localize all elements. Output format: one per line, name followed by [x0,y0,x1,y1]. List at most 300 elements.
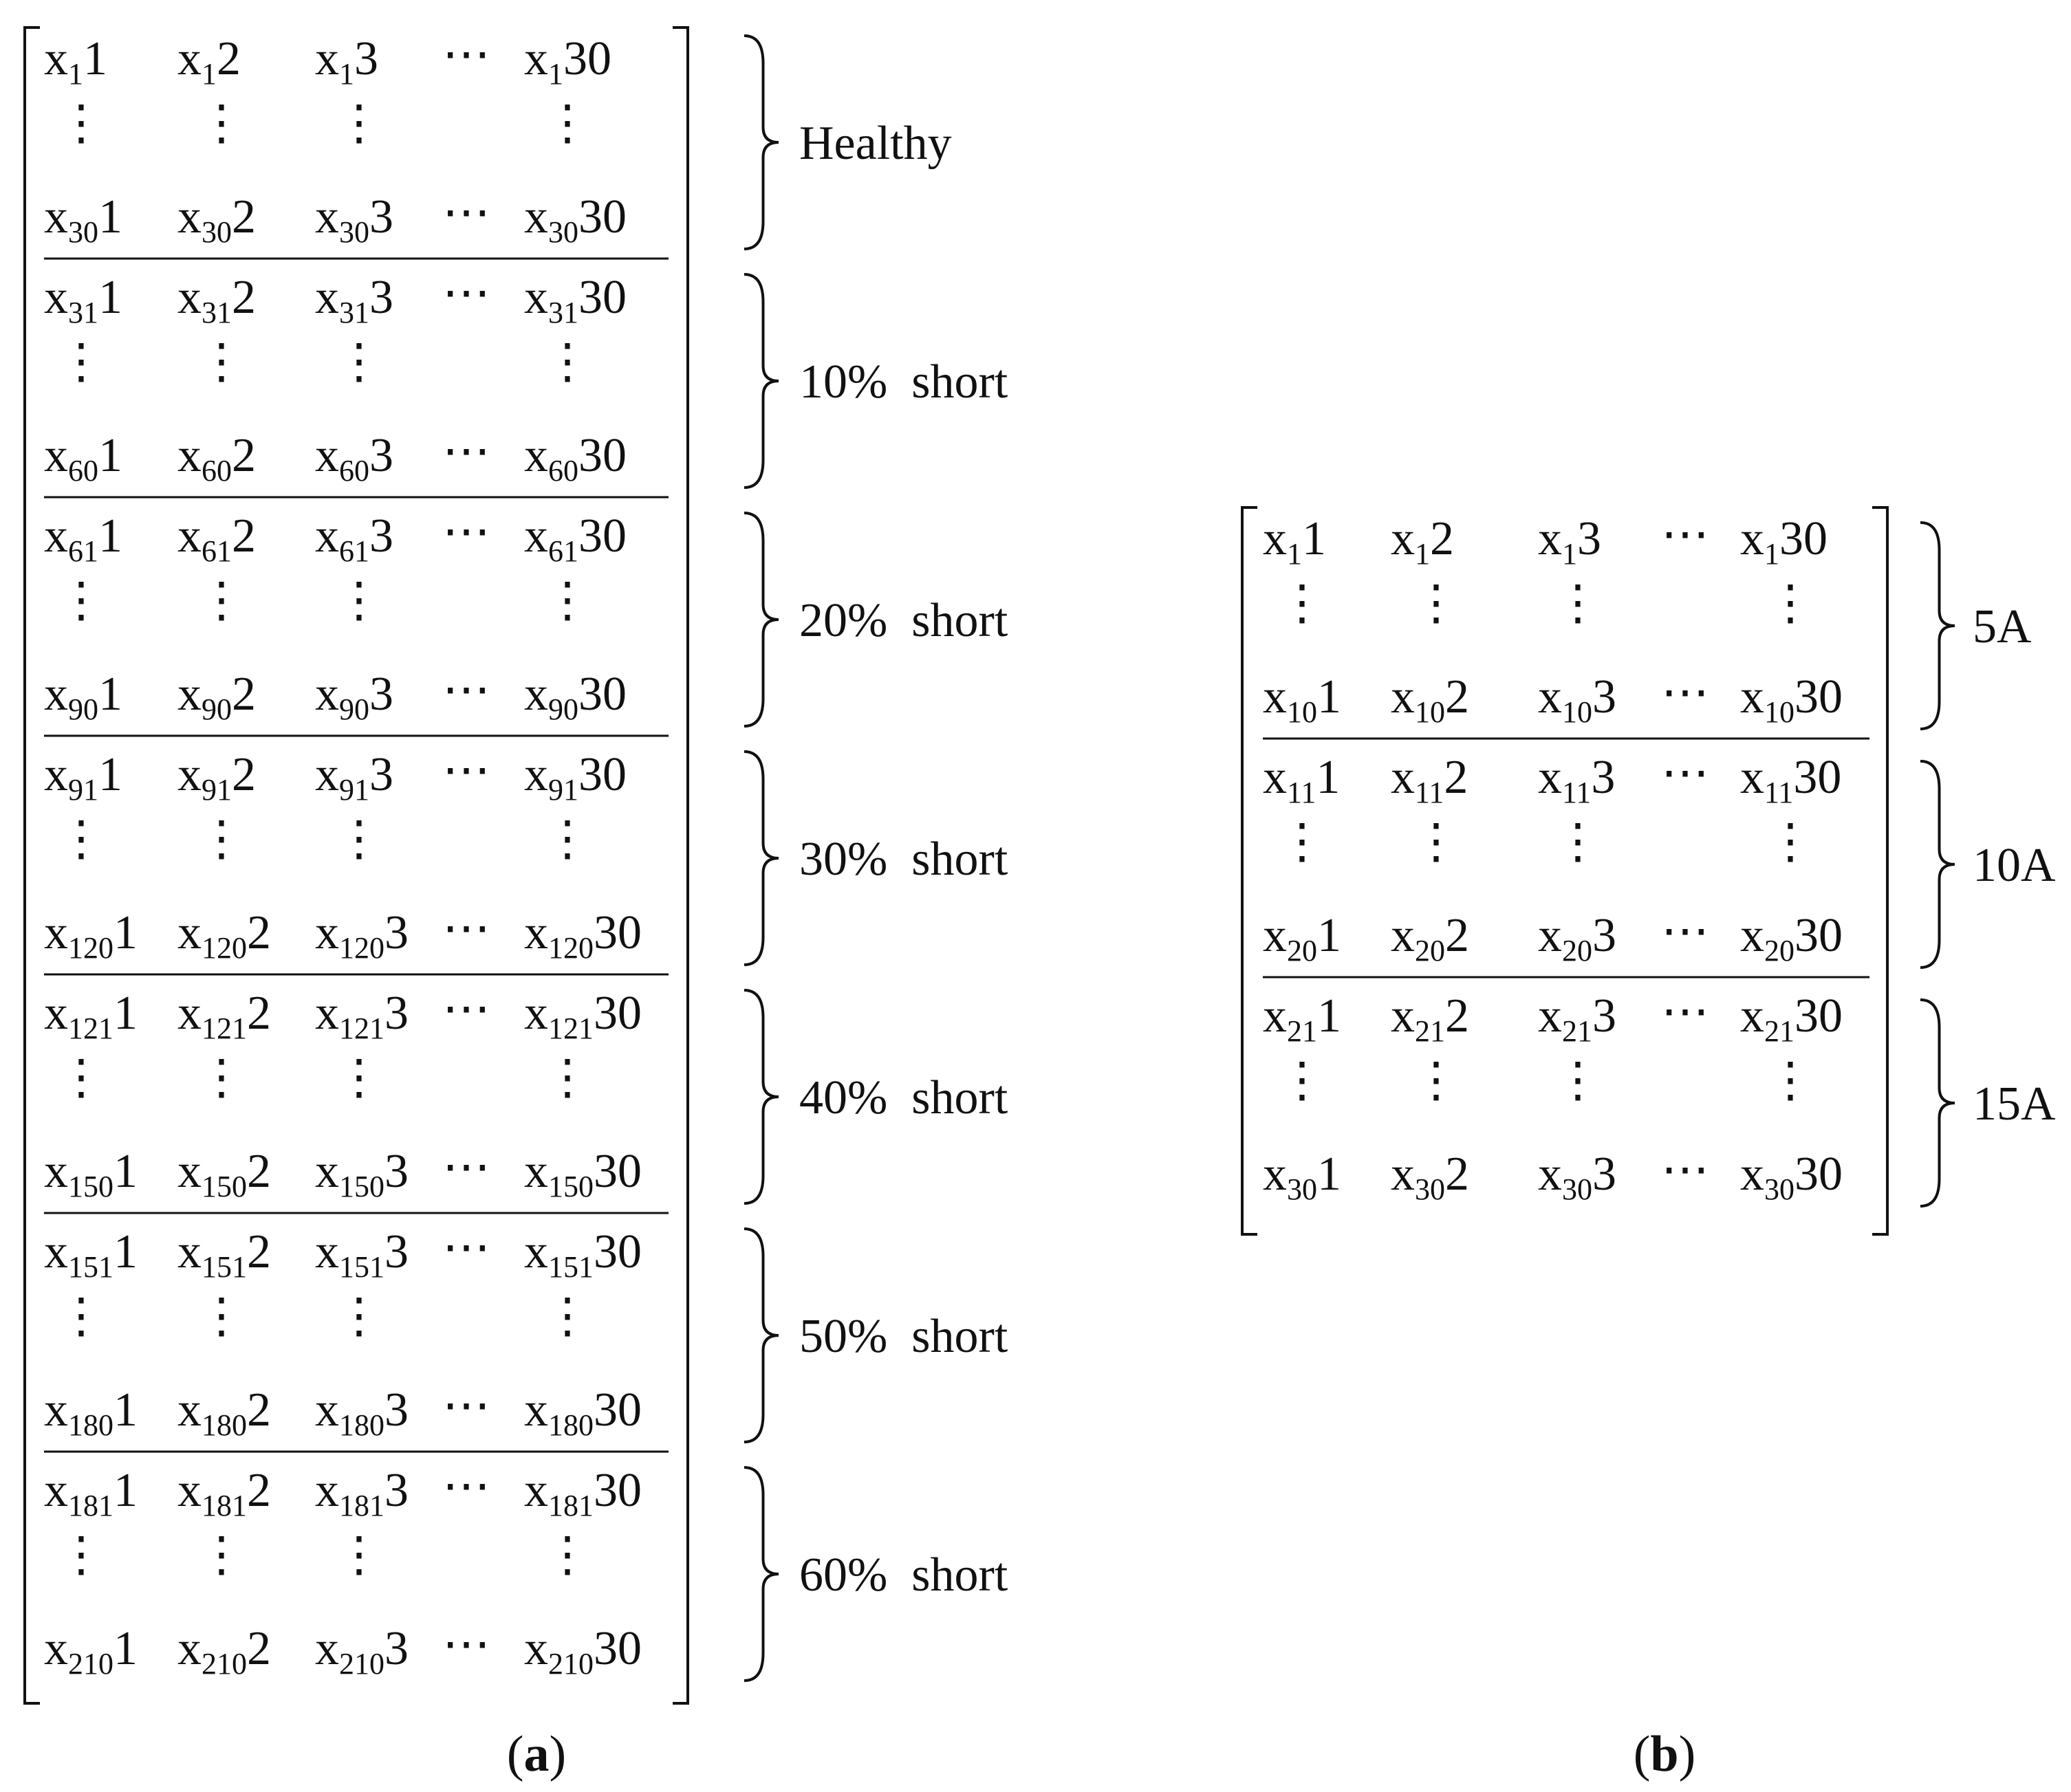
element-column-index: 2 [1445,1148,1469,1201]
element-symbol: x [315,1384,339,1436]
matrix-element [1538,909,1616,968]
element-row-index: 210 [68,1647,113,1681]
element-row-index: 121 [548,1012,594,1045]
matrix-element [177,190,256,249]
element-symbol: x [524,271,548,324]
group-label: 40% short [799,1071,1008,1124]
group-label: 30% short [799,833,1008,886]
matrix-element [177,510,256,568]
element-row-index: 91 [202,773,232,807]
element-symbol: x [177,1225,202,1278]
horizontal-ellipsis: ⋯ [442,267,490,320]
element-column-index: 3 [1592,909,1616,962]
element-symbol: x [524,987,548,1040]
matrix-element [1263,1148,1341,1206]
matrix-element [44,748,122,807]
element-row-index: 21 [1764,1014,1794,1048]
element-row-index: 61 [339,534,369,568]
vertical-ellipsis: ⋮ [57,1529,105,1582]
element-column-index: 1 [1316,751,1341,804]
element-symbol: x [315,190,339,243]
horizontal-ellipsis: ⋯ [442,1379,490,1432]
vertical-ellipsis: ⋮ [197,1051,246,1104]
element-symbol: x [1263,1148,1287,1201]
matrix-element [44,1384,138,1442]
group-label: 50% short [799,1310,1008,1363]
element-symbol: x [1263,990,1287,1042]
element-column-index: 2 [232,668,256,721]
element-row-index: 91 [339,773,369,807]
element-column-index: 30 [578,429,627,482]
element-column-index: 2 [232,190,256,243]
element-symbol: x [44,1384,68,1436]
matrix-element [1391,751,1468,809]
group-label: 15A [1973,1078,2056,1130]
element-column-index: 30 [594,1384,642,1436]
element-symbol: x [1740,751,1764,804]
element-column-index: 3 [384,987,409,1040]
vertical-ellipsis: ⋮ [57,813,105,866]
element-symbol: x [315,1145,339,1198]
vertical-ellipsis: ⋮ [335,97,383,150]
element-row-index: 30 [548,215,578,249]
vertical-ellipsis: ⋮ [197,1290,246,1343]
element-symbol: x [1391,909,1415,962]
panel-label-a-close-paren: ) [549,1726,567,1782]
element-symbol: x [315,1225,339,1278]
element-column-index: 3 [384,1225,409,1278]
vertical-ellipsis: ⋮ [57,97,105,150]
element-row-index: 90 [339,692,369,726]
panel-label-a [507,1726,566,1782]
element-column-index: 3 [369,429,393,482]
element-symbol: x [44,429,68,482]
matrix-element [177,906,271,965]
matrix-a [25,28,1008,1703]
element-column-index: 30 [578,510,627,562]
element-row-index: 210 [202,1647,247,1681]
element-column-index: 30 [563,32,611,85]
vertical-ellipsis: ⋮ [1554,1054,1602,1107]
element-symbol: x [524,1225,548,1278]
element-symbol: x [44,906,68,959]
element-column-index: 30 [594,1622,642,1675]
element-row-index: 121 [68,1012,113,1045]
element-symbol: x [177,1622,202,1675]
element-symbol: x [177,906,202,959]
vertical-ellipsis: ⋮ [1766,577,1814,630]
element-row-index: 11 [1287,776,1316,809]
element-symbol: x [524,510,548,562]
element-row-index: 30 [339,215,369,249]
element-column-index: 1 [113,1145,138,1198]
vertical-ellipsis: ⋮ [57,574,105,627]
matrix-element [177,429,256,488]
element-column-index: 1 [1317,909,1341,962]
element-row-index: 1 [1415,537,1430,571]
horizontal-ellipsis: ⋯ [442,902,490,955]
element-symbol: x [1538,751,1562,804]
element-symbol: x [1740,670,1764,723]
horizontal-ellipsis: ⋯ [1661,1144,1709,1197]
element-symbol: x [1263,512,1287,565]
horizontal-ellipsis: ⋯ [442,1221,490,1274]
element-column-index: 2 [1445,670,1469,723]
matrix-element [315,1464,409,1522]
element-symbol: x [524,32,548,85]
matrix-element [177,1145,271,1203]
element-column-index: 2 [247,1145,271,1198]
element-column-index: 3 [369,271,393,324]
element-column-index: 2 [232,271,256,324]
matrix-left-bracket [1242,507,1257,1234]
element-symbol: x [315,271,339,324]
group-label: 10% short [799,356,1008,408]
element-column-index: 30 [1794,990,1843,1042]
horizontal-ellipsis: ⋯ [442,1141,490,1194]
matrix-element [44,987,138,1045]
element-column-index: 3 [384,1464,409,1517]
element-symbol: x [1740,512,1764,565]
matrix-element [315,906,409,965]
vertical-ellipsis: ⋮ [1278,1054,1326,1107]
vertical-ellipsis: ⋮ [197,97,246,150]
element-row-index: 31 [548,296,578,329]
horizontal-ellipsis: ⋯ [1661,985,1709,1038]
element-column-index: 2 [247,1622,271,1675]
element-row-index: 11 [1415,776,1444,809]
element-column-index: 3 [369,668,393,721]
element-row-index: 120 [68,931,113,965]
element-row-index: 31 [68,296,98,329]
element-column-index: 3 [369,190,393,243]
element-column-index: 3 [1592,670,1616,723]
vertical-ellipsis: ⋮ [543,97,592,150]
matrix-element [177,1384,271,1442]
group-brace [1920,1000,1955,1206]
element-column-index: 30 [1794,909,1843,962]
matrix-element [1391,909,1469,968]
vertical-ellipsis: ⋮ [1278,577,1326,630]
matrix-element [1740,990,1843,1048]
element-column-index: 2 [1430,512,1454,565]
matrix-element [1263,670,1341,729]
matrix-element [1538,1148,1616,1206]
matrix-element [1391,670,1469,729]
matrix-element [315,32,378,91]
matrix-element [44,190,122,249]
matrix-element [1263,751,1340,809]
matrix-element [1538,670,1616,729]
element-column-index: 2 [232,429,256,482]
element-symbol: x [524,748,548,801]
matrix-element [524,906,642,965]
element-symbol: x [1391,670,1415,723]
matrix-element [315,510,393,568]
matrix-element [1263,512,1326,571]
group-brace [744,274,779,488]
element-row-index: 10 [1415,695,1445,729]
element-symbol: x [524,668,548,721]
element-column-index: 2 [1445,990,1469,1042]
vertical-ellipsis: ⋮ [543,1529,592,1582]
element-row-index: 150 [548,1170,594,1203]
element-column-index: 1 [98,510,122,562]
element-symbol: x [44,1464,68,1517]
matrix-element [315,1145,409,1203]
element-column-index: 30 [578,190,627,243]
element-column-index: 30 [1779,512,1828,565]
matrix-element [524,510,627,568]
element-column-index: 30 [594,1145,642,1198]
matrix-element [315,748,393,807]
element-symbol: x [1263,670,1287,723]
matrix-element [524,748,627,807]
element-symbol: x [177,429,202,482]
panel-label-a-letter: a [523,1726,550,1782]
matrix-element [1538,512,1601,571]
vertical-ellipsis: ⋮ [57,1290,105,1343]
vertical-ellipsis: ⋮ [57,1051,105,1104]
matrix-element [315,1225,409,1284]
matrix-element [524,987,642,1045]
element-column-index: 1 [113,987,138,1040]
element-symbol: x [177,1384,202,1436]
matrix-element [44,1225,138,1284]
element-symbol: x [524,1464,548,1517]
matrix-element [177,987,271,1045]
element-symbol: x [177,1464,202,1517]
element-column-index: 30 [578,668,627,721]
panel-label-b-open-paren: ( [1633,1726,1651,1782]
element-column-index: 3 [384,1622,409,1675]
element-column-index: 3 [384,1384,409,1436]
element-symbol: x [44,1622,68,1675]
element-column-index: 1 [1317,670,1341,723]
element-row-index: 90 [202,692,232,726]
element-column-index: 3 [1592,1148,1616,1201]
element-row-index: 181 [202,1489,247,1522]
element-row-index: 151 [548,1250,594,1284]
element-row-index: 30 [1764,1172,1794,1206]
element-row-index: 21 [1562,1014,1592,1048]
group-label: 20% short [799,594,1008,647]
element-row-index: 21 [1287,1014,1317,1048]
element-column-index: 3 [384,906,409,959]
group-label: 5A [1973,600,2032,653]
element-column-index: 30 [1794,670,1843,723]
element-row-index: 30 [1415,1172,1445,1206]
horizontal-ellipsis: ⋯ [1661,747,1709,800]
matrix-element [1391,1148,1469,1206]
matrix-element [177,32,241,91]
element-row-index: 180 [202,1408,247,1442]
element-symbol: x [44,748,68,801]
element-symbol: x [524,190,548,243]
element-column-index: 1 [113,1384,138,1436]
element-row-index: 1 [202,57,217,91]
element-column-index: 30 [594,987,642,1040]
matrix-element [315,429,393,488]
horizontal-ellipsis: ⋯ [442,28,490,81]
element-row-index: 121 [202,1012,247,1045]
matrix-element [177,1622,271,1681]
element-row-index: 1 [548,57,563,91]
vertical-ellipsis: ⋮ [335,1290,383,1343]
group-label: Healthy [799,117,952,170]
element-column-index: 1 [98,271,122,324]
element-symbol: x [315,1464,339,1517]
matrix-element [44,1145,138,1203]
horizontal-ellipsis: ⋯ [442,186,490,239]
element-row-index: 150 [68,1170,113,1203]
element-column-index: 30 [1794,1148,1843,1201]
element-column-index: 1 [98,668,122,721]
element-row-index: 181 [68,1489,113,1522]
element-symbol: x [315,510,339,562]
matrix-element [177,1464,271,1522]
element-row-index: 61 [202,534,232,568]
element-symbol: x [1391,1148,1415,1201]
element-symbol: x [177,190,202,243]
element-symbol: x [524,906,548,959]
element-symbol: x [177,271,202,324]
matrix-element [177,271,256,329]
element-row-index: 21 [1415,1014,1445,1048]
vertical-ellipsis: ⋮ [543,336,592,389]
element-symbol: x [315,748,339,801]
matrix-element [1391,512,1454,571]
element-symbol: x [315,1622,339,1675]
element-row-index: 121 [339,1012,384,1045]
panel-label-a-open-paren: ( [506,1726,524,1782]
vertical-ellipsis: ⋮ [543,574,592,627]
matrix-left-bracket [25,28,40,1703]
matrix-element [1391,990,1469,1048]
element-symbol: x [177,987,202,1040]
element-symbol: x [315,987,339,1040]
vertical-ellipsis: ⋮ [197,336,246,389]
element-column-index: 1 [1317,1148,1341,1201]
vertical-ellipsis: ⋮ [335,813,383,866]
matrix-element [315,190,393,249]
panel-label-b-close-paren: ) [1678,1726,1696,1782]
element-symbol: x [177,510,202,562]
matrix-element [1740,751,1841,809]
element-row-index: 90 [548,692,578,726]
element-column-index: 30 [578,271,627,324]
element-column-index: 1 [98,429,122,482]
vertical-ellipsis: ⋮ [1766,1054,1814,1107]
element-column-index: 2 [247,906,271,959]
element-symbol: x [524,1145,548,1198]
element-row-index: 31 [339,296,369,329]
horizontal-ellipsis: ⋯ [442,664,490,717]
element-row-index: 30 [68,215,98,249]
vertical-ellipsis: ⋮ [1412,577,1460,630]
element-symbol: x [44,668,68,721]
matrix-element [524,1384,642,1442]
element-row-index: 1 [68,57,83,91]
element-row-index: 10 [1562,695,1592,729]
horizontal-ellipsis: ⋯ [1661,905,1709,958]
element-symbol: x [44,510,68,562]
element-symbol: x [44,1145,68,1198]
matrix-element [44,271,122,329]
element-row-index: 1 [339,57,354,91]
element-column-index: 2 [247,987,271,1040]
element-row-index: 60 [202,454,232,488]
matrix-right-bracket [673,28,688,1703]
vertical-ellipsis: ⋮ [57,336,105,389]
element-symbol: x [524,1384,548,1436]
horizontal-ellipsis: ⋯ [442,425,490,478]
element-symbol: x [44,190,68,243]
element-symbol: x [177,668,202,721]
element-row-index: 151 [68,1250,113,1284]
element-symbol: x [524,429,548,482]
element-symbol: x [1538,670,1562,723]
group-brace [744,1467,779,1681]
vertical-ellipsis: ⋮ [543,1290,592,1343]
matrix-element [524,271,627,329]
element-symbol: x [44,271,68,324]
element-symbol: x [177,748,202,801]
element-row-index: 150 [339,1170,384,1203]
element-row-index: 210 [339,1647,384,1681]
vertical-ellipsis: ⋮ [1554,816,1602,868]
element-column-index: 3 [369,748,393,801]
element-row-index: 30 [202,215,232,249]
element-column-index: 30 [1793,751,1842,804]
element-row-index: 120 [202,931,247,965]
element-symbol: x [1740,990,1764,1042]
matrix-element [1263,909,1341,968]
element-column-index: 30 [578,748,627,801]
element-row-index: 11 [1562,776,1592,809]
element-row-index: 61 [68,534,98,568]
matrix-element [524,1225,642,1284]
element-column-index: 1 [83,32,107,85]
matrix-element [1740,1148,1843,1206]
group-brace [1920,523,1955,729]
group-brace [744,1229,779,1442]
matrix-element [315,1384,409,1442]
element-row-index: 151 [202,1250,247,1284]
vertical-ellipsis: ⋮ [335,1051,383,1104]
element-column-index: 1 [113,1622,138,1675]
element-row-index: 61 [548,534,578,568]
element-row-index: 60 [548,454,578,488]
matrix-element [44,668,122,726]
element-column-index: 2 [1444,751,1468,804]
vertical-ellipsis: ⋮ [197,813,246,866]
element-row-index: 120 [548,931,594,965]
matrix-element [524,1622,642,1681]
element-symbol: x [1538,990,1562,1042]
element-row-index: 60 [68,454,98,488]
element-row-index: 150 [202,1170,247,1203]
matrix-element [1740,670,1843,729]
group-label: 60% short [799,1549,1008,1602]
element-column-index: 2 [247,1464,271,1517]
element-row-index: 120 [339,931,384,965]
element-row-index: 91 [68,773,98,807]
vertical-ellipsis: ⋮ [1554,577,1602,630]
element-row-index: 20 [1764,934,1794,968]
vertical-ellipsis: ⋮ [197,574,246,627]
matrix-element [1538,751,1615,809]
